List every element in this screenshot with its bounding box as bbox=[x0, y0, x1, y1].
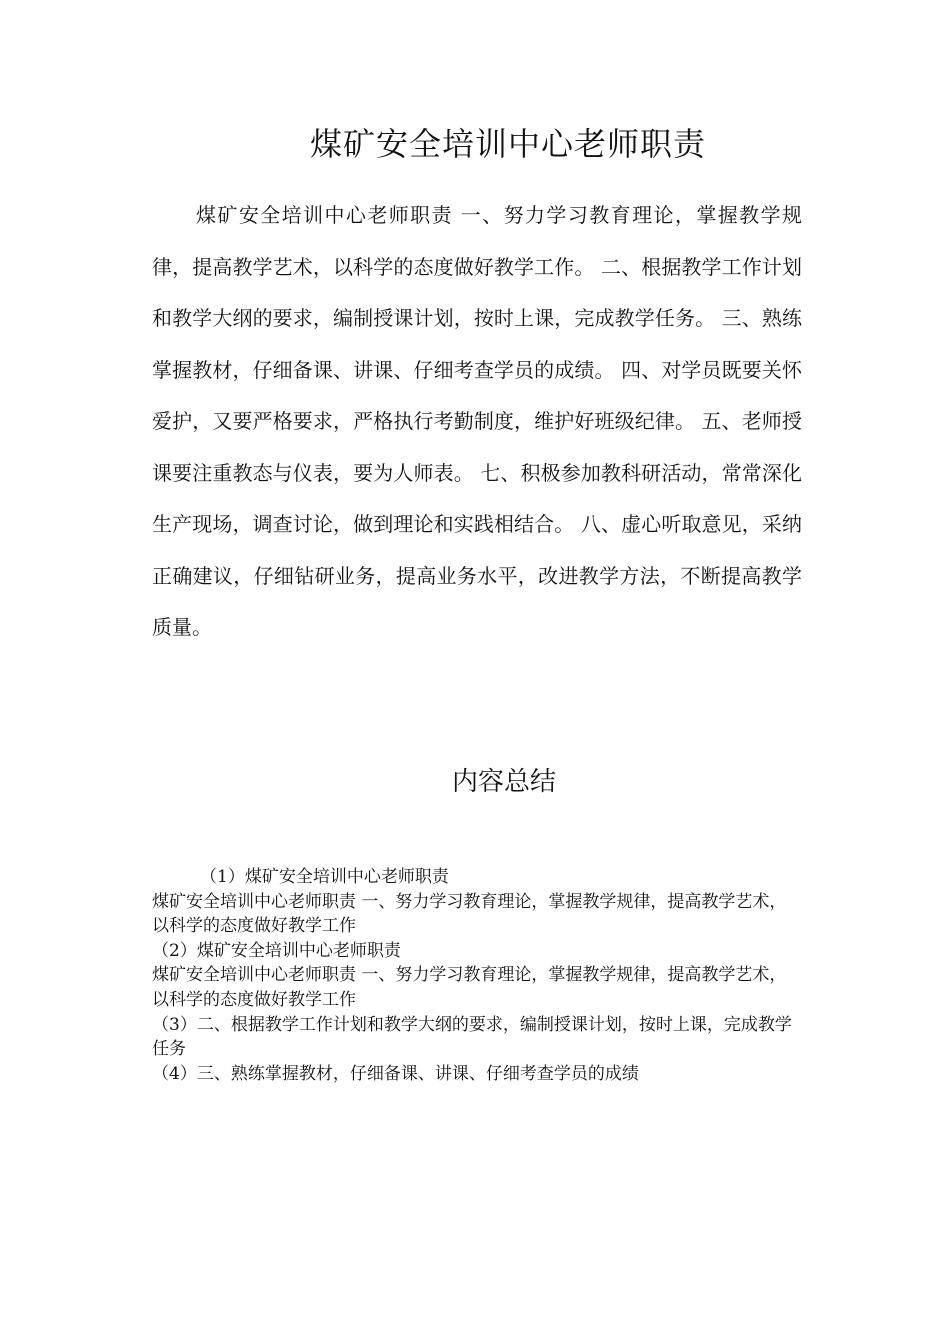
summary-list bbox=[152, 865, 792, 1086]
summary-item-1-head: （1）煤矿安全培训中心老师职责 bbox=[200, 867, 449, 887]
summary-item-2-body: 煤矿安全培训中心老师职责 一、努力学习教育理论，掌握教学规律，提高教学艺术，以科学的态度做好教学工作 bbox=[152, 965, 787, 1010]
document-body: 煤矿安全培训中心老师职责 一、努力学习教育理论，掌握教学规律，提高教学艺术，以科学的态度做好教学工作。 二、根据教学工作计划和教学大纲的要求，编制授课计划，按时上课，完成教学任务。 三、熟练掌握教材，仔细备课、讲课、仔细考查学员的成绩。 四、对学员既要关怀爱护，又要严格要求，严格执行考勤制度，维护好班级纪律。 五、老师授课要注重教态与仪表，要为人师表。 七、积极参加教科研活动，常常深化生产现场，调查讨论，做到理论和实践相结合。 八、虚心听取意见，采纳正确建议，仔细钻研业务，提高业务水平，改进教学方法，不断提高教学质量。 bbox=[152, 203, 802, 639]
summary-item-1-body: 煤矿安全培训中心老师职责 一、努力学习教育理论，掌握教学规律，提高教学艺术，以科学的态度做好教学工作 bbox=[152, 891, 787, 937]
document-title: 煤矿安全培训中心老师职责 bbox=[309, 125, 706, 163]
summary-item-2-head: （2）煤矿安全培训中心老师职责 bbox=[152, 940, 401, 961]
summary-item-3-head: （3）二、根据教学工作计划和教学大纲的要求，编制授课计划，按时上课，完成教学任务 bbox=[152, 1014, 792, 1060]
summary-title: 内容总结 bbox=[451, 767, 556, 797]
summary-item-4-head: （4）三、熟练掌握教材，仔细备课、讲课、仔细考查学员的成绩 bbox=[152, 1063, 639, 1084]
